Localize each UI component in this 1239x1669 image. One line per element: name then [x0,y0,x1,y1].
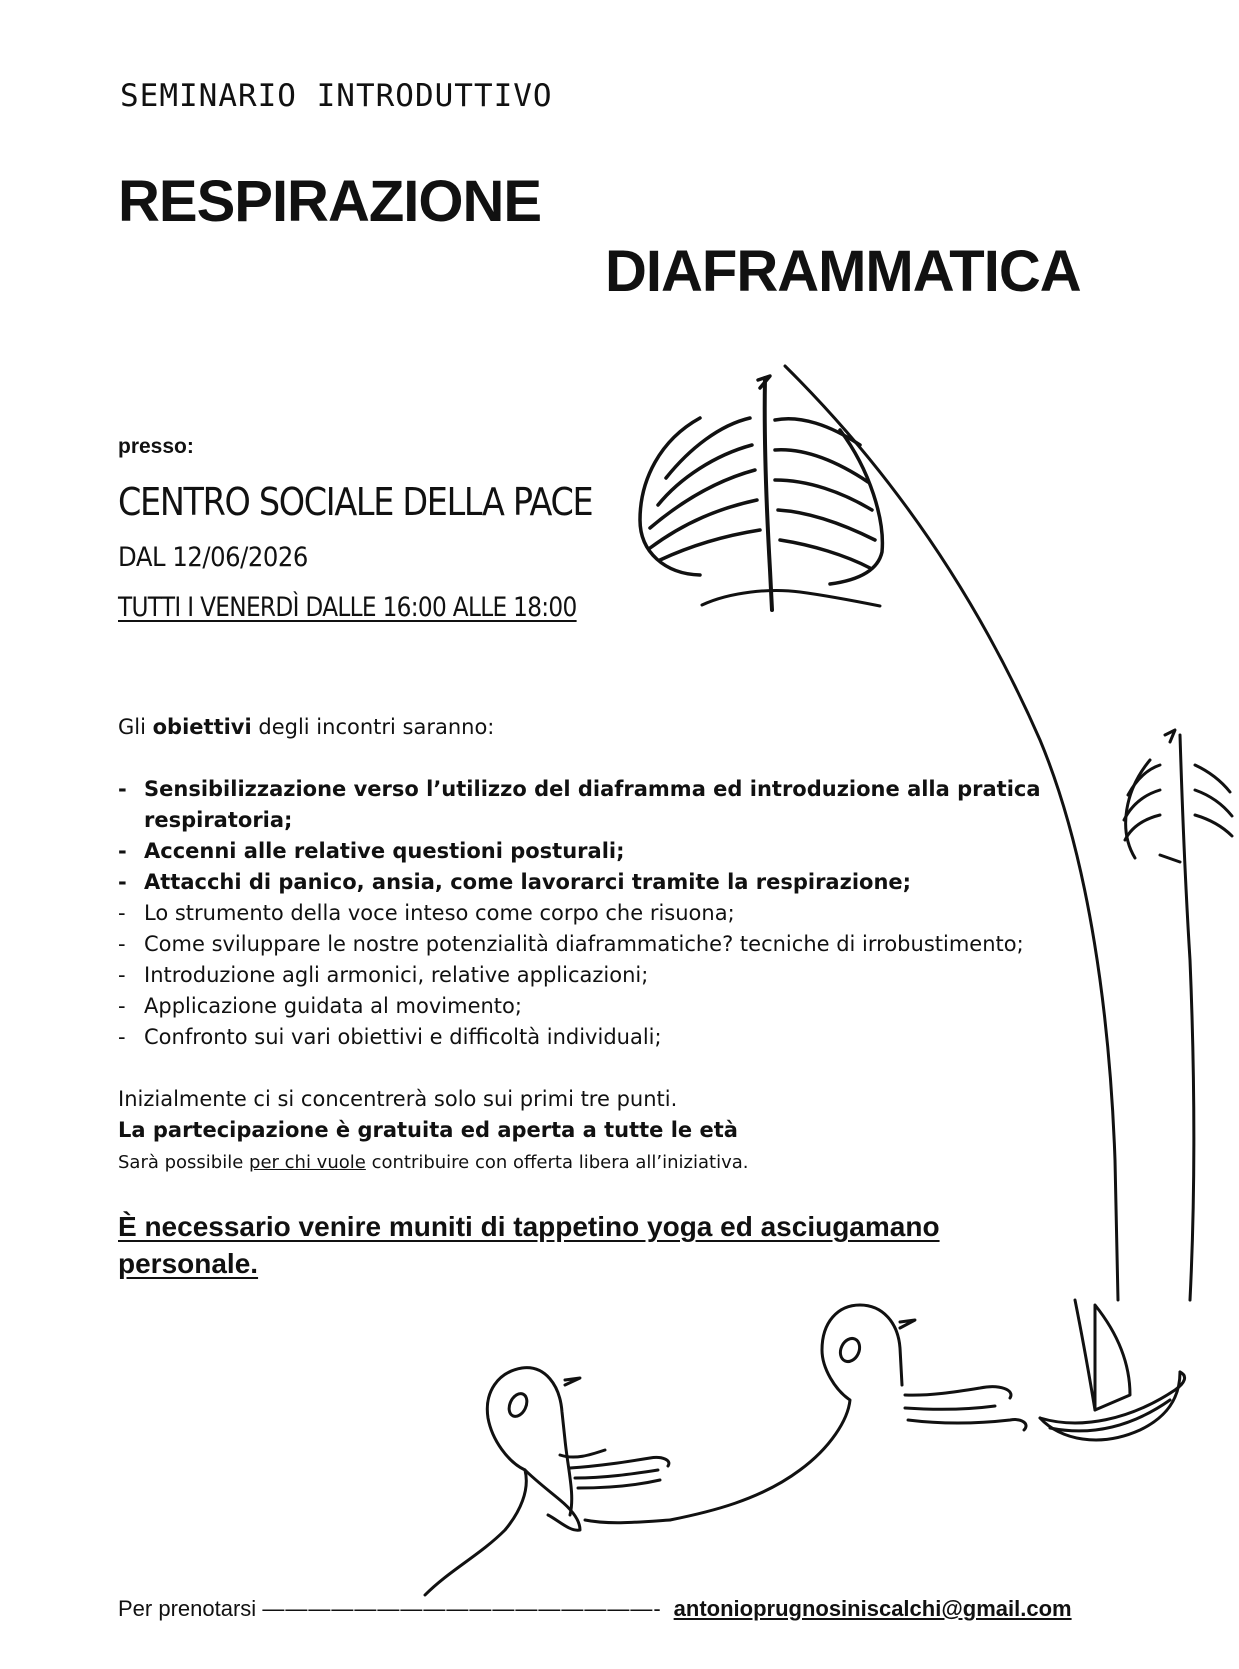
objective-text: Confronto sui vari obiettivi e difficoltà individuali; [144,1025,662,1049]
location-label: presso: [118,435,194,458]
list-item [118,836,1108,867]
list-item [118,867,1108,898]
required-items-note: È necessario venire muniti di tappetino yoga ed asciugamano personale. [118,1211,940,1279]
objective-text: Attacchi di panico, ansia, come lavorarci tramite la respirazione; [144,870,912,894]
dash-bullet: - [118,994,126,1018]
list-item [118,898,1108,929]
booking-email-link[interactable]: antonioprugnosiniscalchi@gmail.com [673,1596,1072,1621]
objectives-intro-bold: obiettivi [152,715,252,739]
start-date: DAL 12/06/2026 [118,542,308,573]
objectives-intro [118,715,494,739]
objectives-intro-after: degli incontri saranno: [251,715,495,739]
list-item [118,1022,1108,1053]
small-ribcage-drawing [1124,730,1232,1300]
offer-note-after: contribuire con offerta libera all’iniziativa. [365,1152,749,1173]
free-participation-note: La partecipazione è gratuita ed aperta a tutte le età [118,1118,738,1142]
objective-text: Introduzione agli armonici, relative applicazioni; [144,963,649,987]
objectives-intro-before: Gli [118,715,153,739]
list-item [118,960,1108,991]
booking-dashes: —————————————————- [262,1596,662,1621]
dash-bullet: - [118,839,127,863]
objectives-list [118,774,1108,1053]
dash-bullet: - [118,1025,126,1049]
booking-label: Per prenotarsi [118,1596,257,1621]
offer-note [118,1152,748,1173]
booking-line [118,1596,1072,1622]
offer-note-before: Sarà possibile [118,1152,250,1173]
dash-bullet: - [118,777,127,801]
first-points-note: Inizialmente ci si concentrerà solo sui primi tre punti. [118,1087,678,1111]
breathing-figure-right [670,1305,1026,1520]
ribcage-drawing [640,376,882,610]
objective-text: Applicazione guidata al movimento; [144,994,522,1018]
title-line-1: RESPIRAZIONE [118,169,542,234]
weekly-schedule: TUTTI I VENERDÌ DALLE 16:00 ALLE 18:00 [118,592,577,623]
dash-bullet: - [118,932,126,956]
objective-text: Lo strumento della voce inteso come corpo che risuona; [144,901,735,925]
boat-drawing [1040,1300,1185,1440]
title-line-2: DIAFRAMMATICA [605,239,1081,304]
list-item [118,929,1108,960]
dash-bullet: - [118,963,126,987]
dash-bullet: - [118,870,127,894]
list-item [118,991,1108,1022]
offer-note-underlined: per chi vuole [249,1152,366,1173]
list-item [118,774,1108,836]
objective-text: Sensibilizzazione verso l’utilizzo del diaframma ed introduzione alla pratica respiratoria; [144,777,1041,832]
objective-text: Come sviluppare le nostre potenzialità diaframmatiche? tecniche di irrobustimento; [144,932,1024,956]
breathing-figure-left [425,1368,670,1595]
venue-name: CENTRO SOCIALE DELLA PACE [118,480,593,524]
seminar-subtitle: SEMINARIO INTRODUTTIVO [120,78,553,114]
dash-bullet: - [118,901,126,925]
objective-text: Accenni alle relative questioni posturali; [144,839,625,863]
